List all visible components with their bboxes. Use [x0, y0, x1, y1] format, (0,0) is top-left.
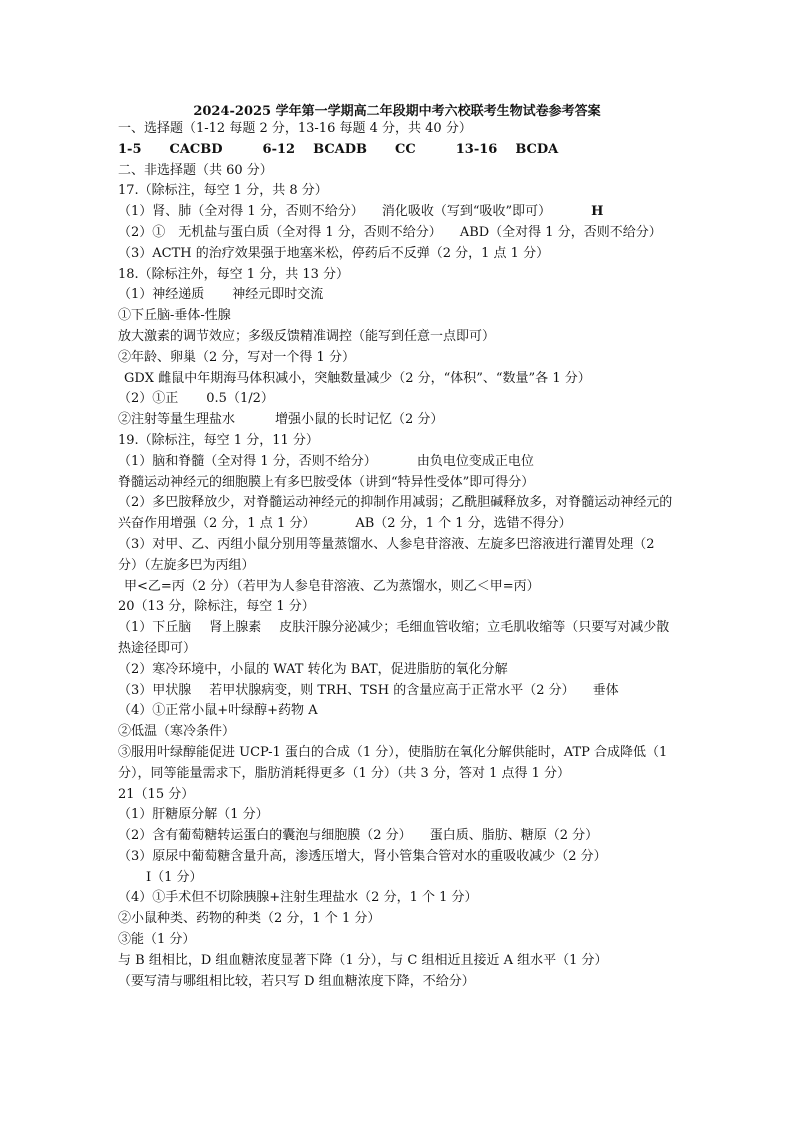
q18-line-2: ①下丘脑-垂体-性腺	[118, 308, 231, 324]
q20-1-part-c: 皮肤汗腺分泌减少；毛细血管收缩；立毛肌收缩等（只要写对减少散热途径即可）	[118, 620, 670, 656]
q19-line-4: （3）对甲、乙、丙组小鼠分别用等量蒸馏水、人参皂苷溶液、左旋多巴溶液进行灌胃处理（2 分）（左旋多巴为丙组）	[118, 536, 655, 573]
q19-line-5: 甲<乙=丙（2 分）（若甲为人参皂苷溶液、乙为蒸馏水，则乙＜甲=丙）	[124, 578, 540, 594]
q21-line-4: Ⅰ（1 分）	[146, 869, 203, 885]
q18-line-7	[118, 410, 678, 431]
q17-1-part-b: 消化吸收（写到“吸收”即可）	[381, 204, 552, 220]
q20-1-part-a: （1）下丘脑	[118, 620, 192, 636]
q19-2-part-b: AB（2 分，1 个 1 分，选错不得分）	[355, 516, 572, 532]
q18-3-part-a: ②注射等量生理盐水	[118, 412, 236, 428]
q21-line-3: （3）原尿中葡萄糖含量升高，渗透压增大，肾小管集合管对水的重吸收减少（2 分）	[118, 848, 607, 864]
choice-range-1: 1-5	[118, 141, 142, 157]
q17-1-part-a: （1）肾、肺（全对得 1 分，否则不给分）	[118, 204, 364, 220]
choice-answer-4: BCDA	[515, 141, 559, 157]
q20-3-part-c: 垂体	[592, 682, 619, 698]
q18-3-part-b: 增强小鼠的长时记忆（2 分）	[275, 412, 444, 428]
choice-answers-row	[118, 140, 678, 161]
q19-line-3	[118, 493, 678, 535]
q18-2-part-b: 0.5（1/2）	[206, 391, 274, 407]
q18-1-part-b: 神经元即时交流	[232, 287, 324, 303]
q21-line-1: （1）肝糖原分解（1 分）	[118, 807, 269, 823]
q20-3-part-a: （3）甲状腺	[118, 682, 192, 698]
answer-content	[118, 119, 678, 992]
choice-range-2: 6-12	[262, 141, 296, 157]
q17-1-part-c: H	[591, 204, 604, 220]
q17-2-part-b: ABD（全对得 1 分，否则不给分）	[459, 224, 662, 240]
q20-1-part-b: 肾上腺素	[209, 620, 262, 636]
q17-line-2	[118, 223, 678, 244]
q20-line-1	[118, 618, 678, 660]
choice-answer-1: CACBD	[169, 141, 223, 157]
q19-line-1	[118, 452, 678, 473]
section2-heading: 二、非选择题（共 60 分）	[118, 162, 273, 178]
choice-range-4: 13-16	[455, 141, 498, 157]
q21-line-5: （4）①手术但不切除胰腺+注射生理盐水（2 分，1 个 1 分）	[118, 890, 478, 906]
q19-line-2: 脊髓运动神经元的细胞膜上有多巴胺受体（讲到“特异性受体”即可得分）	[118, 474, 535, 490]
q21-line-8: 与 B 组相比，D 组血糖浓度显著下降（1 分），与 C 组相近且接近 A 组水平（1 分）	[118, 952, 608, 968]
q20-line-2: （2）寒冷环境中，小鼠的 WAT 转化为 BAT，促进脂肪的氧化分解	[118, 661, 508, 677]
q21-2-part-b: 蛋白质、脂肪、糖原（2 分）	[429, 828, 599, 844]
q20-3-part-b: 若甲状腺病变，则 TRH、TSH 的含量应高于正常水平（2 分）	[209, 682, 575, 698]
q18-1-part-a: （1）神经递质	[118, 287, 205, 303]
q21-line-6: ②小鼠种类、药物的种类（2 分，1 个 1 分）	[118, 911, 381, 927]
q19-1-part-a: （1）脑和脊髓（全对得 1 分，否则不给分）	[118, 453, 377, 469]
q20-line-6: ③服用叶绿醇能促进 UCP-1 蛋白的合成（1 分），使脂肪在氧化分解供能时，ATP 合成降低（1 分），同等能量需求下，脂肪消耗得更多（1 分）（共 3 分，答对 1 点得 1 分）	[118, 744, 668, 781]
q19-1-part-b: 由负电位变成正电位	[416, 453, 534, 469]
q21-2-part-a: （2）含有葡萄糖转运蛋白的囊泡与细胞膜（2 分）	[118, 828, 412, 844]
q18-line-1	[118, 285, 678, 306]
q20-line-3	[118, 681, 678, 702]
q18-2-part-a: （2）①正	[118, 391, 179, 407]
q20-line-5: ②低温（寒冷条件）	[118, 724, 236, 740]
q18-line-3: 放大激素的调节效应；多级反馈精准调控（能写到任意一点即可）	[118, 328, 496, 344]
q18-heading: 18.（除标注外，每空 1 分，共 13 分）	[118, 266, 350, 282]
section1-heading: 一、选择题（1-12 每题 2 分，13-16 每题 4 分，共 40 分）	[118, 121, 472, 136]
q17-heading: 17.（除标注，每空 1 分，共 8 分）	[118, 183, 328, 199]
q21-line-2	[118, 826, 678, 847]
choice-answer-3: CC	[395, 141, 416, 157]
q21-heading: 21（15 分）	[118, 786, 195, 802]
q21-line-7: ③能（1 分）	[118, 932, 196, 948]
q19-heading: 19.（除标注，每空 1 分，11 分）	[118, 432, 319, 448]
q18-line-6	[118, 389, 678, 410]
q20-line-4: （4）①正常小鼠+叶绿醇+药物 A	[118, 703, 318, 719]
document-title: 2024-2025 学年第一学期高二年段期中考六校联考生物试卷参考答案	[193, 104, 601, 119]
q17-line-3: （3）ACTH 的治疗效果强于地塞米松，停药后不反弹（2 分，1 点 1 分）	[118, 245, 550, 261]
q19-2-part-a: （2）多巴胺释放少，对脊髓运动神经元的抑制作用减弱；乙酰胆碱释放多，对脊髓运动神经元的兴奋作用增强（2 分，1 点 1 分）	[118, 495, 673, 532]
q21-line-9: （要写清与哪组相比较，若只写 D 组血糖浓度下降，不给分）	[118, 973, 475, 989]
choice-answer-2: BCADB	[313, 141, 368, 157]
q20-heading: 20（13 分，除标注，每空 1 分）	[118, 599, 315, 615]
q18-line-5: GDX 雌鼠中年期海马体积减小，突触数量减少（2 分，“体积”、“数量”各 1 分）	[124, 370, 591, 386]
q17-line-1	[118, 202, 678, 223]
q18-line-4: ②年龄、卵巢（2 分，写对一个得 1 分）	[118, 349, 355, 365]
q17-2-part-a: （2）① 无机盐与蛋白质（全对得 1 分，否则不给分）	[118, 224, 442, 240]
